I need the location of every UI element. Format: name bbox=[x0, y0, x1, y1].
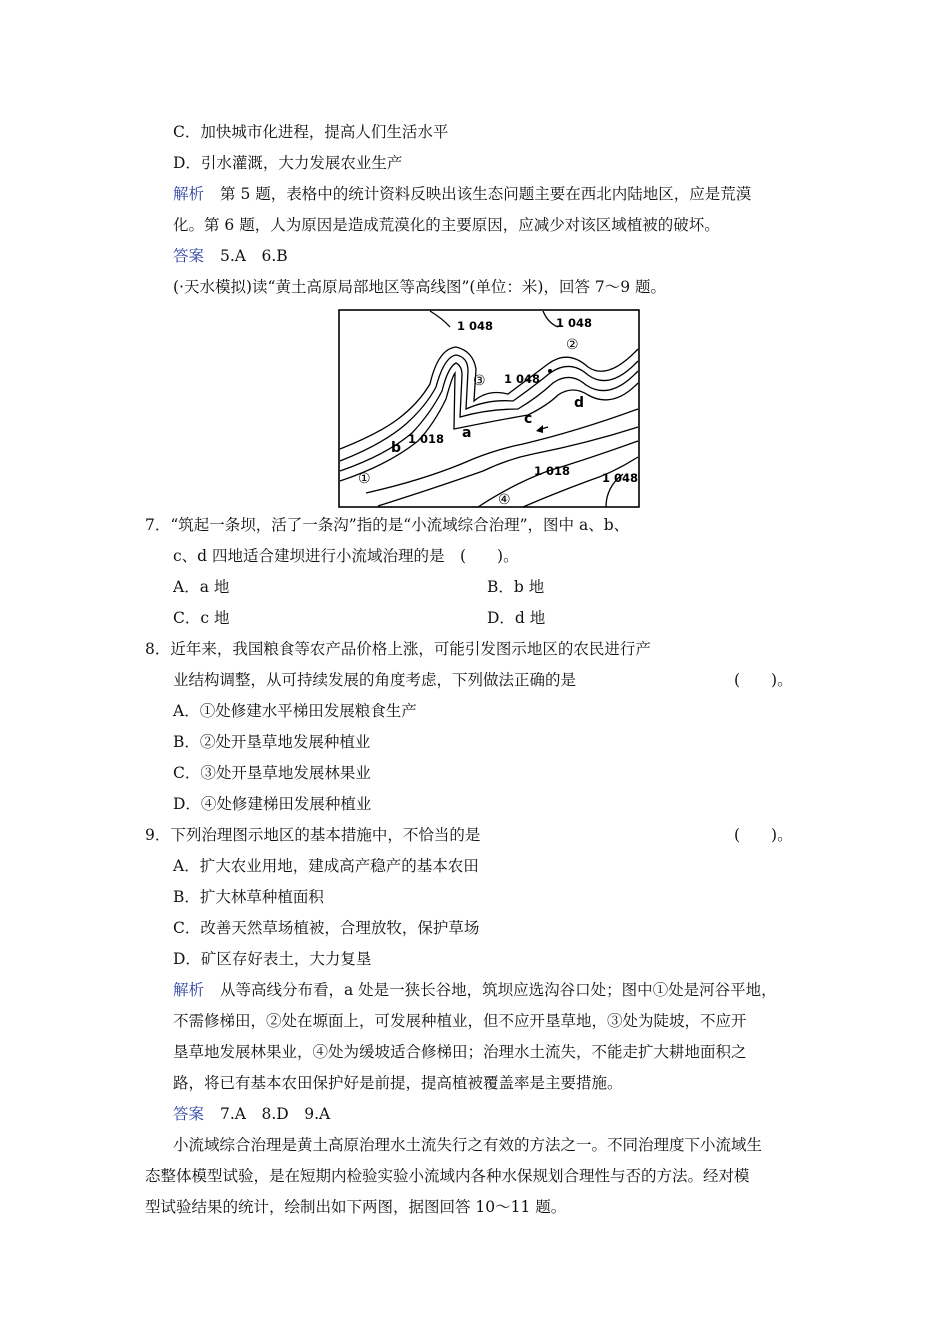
analysis-2-line-1 bbox=[173, 979, 777, 1001]
q7-line-1: 7．“筑起一条坝，活了一条沟”指的是“小流域综合治理”，图中 a、b、 bbox=[145, 516, 630, 534]
q7-option-a: A．a 地 bbox=[173, 578, 230, 596]
answer-2 bbox=[173, 1103, 330, 1125]
label-1048-a: 1 048 bbox=[457, 319, 494, 333]
q8-line-1: 8．近年来，我国粮食等农产品价格上涨，可能引发图示地区的农民进行产 bbox=[145, 640, 651, 658]
label-circle-1: ① bbox=[358, 471, 371, 487]
q7-option-b: B．b 地 bbox=[487, 578, 545, 596]
option-c-prev: C．加快城市化进程，提高人们生活水平 bbox=[173, 123, 449, 141]
label-1048-d: 1 048 bbox=[602, 471, 639, 485]
analysis-tag: 解析 bbox=[173, 981, 205, 999]
label-circle-3: ③ bbox=[473, 373, 486, 389]
q8-option-d: D．④处修建梯田发展种植业 bbox=[173, 795, 372, 813]
q8-option-b: B．②处开垦草地发展种植业 bbox=[173, 733, 371, 751]
para-line-1: 小流域综合治理是黄土高原治理水土流失行之有效的方法之一。不同治理度下小流域生 bbox=[173, 1136, 763, 1154]
label-1048-c: 1 048 bbox=[504, 372, 541, 386]
intro-line: (·天水模拟)读“黄土高原局部地区等高线图”(单位：米)，回答 7～9 题。 bbox=[173, 278, 667, 296]
label-1048-b: 1 048 bbox=[556, 316, 593, 330]
q9-option-c: C．改善天然草场植被，合理放牧，保护草场 bbox=[173, 919, 480, 937]
analysis-2-line-4: 路，将已有基本农田保护好是前提，提高植被覆盖率是主要措施。 bbox=[173, 1074, 623, 1092]
q9-option-d: D．矿区存好表土，大力复垦 bbox=[173, 950, 372, 968]
label-c: c bbox=[524, 411, 533, 427]
option-d-prev: D．引水灌溉，大力发展农业生产 bbox=[173, 154, 403, 172]
q9-option-a: A．扩大农业用地，建成高产稳产的基本农田 bbox=[173, 857, 479, 875]
q7-answer-paren: ( )。 bbox=[460, 547, 519, 565]
contour-map bbox=[338, 309, 640, 508]
answer-tag: 答案 bbox=[173, 247, 205, 265]
answer-tag: 答案 bbox=[173, 1105, 205, 1123]
analysis-1-line-2: 化。第 6 题，人为原因是造成荒漠化的主要原因，应减少对该区域植被的破坏。 bbox=[173, 216, 720, 234]
q9-option-b: B．扩大林草种植面积 bbox=[173, 888, 324, 906]
label-d: d bbox=[574, 395, 585, 411]
q8-option-c: C．③处开垦草地发展林果业 bbox=[173, 764, 371, 782]
q8-answer-paren: ( )。 bbox=[734, 671, 793, 689]
q8-option-a: A．①处修建水平梯田发展粮食生产 bbox=[173, 702, 417, 720]
map-frame bbox=[339, 310, 639, 507]
label-a: a bbox=[462, 425, 472, 441]
label-1018-a: 1 018 bbox=[408, 432, 445, 446]
label-1018-b: 1 018 bbox=[534, 464, 571, 478]
answer-1 bbox=[173, 245, 288, 267]
analysis-2-line-3: 垦草地发展林果业，④处为缓坡适合修梯田；治理水土流失，不能走扩大耕地面积之 bbox=[173, 1043, 747, 1061]
analysis-text: 从等高线分布看，a 处是一狭长谷地，筑坝应选沟谷口处；图中①处是河谷平地， bbox=[220, 981, 777, 999]
answer-text: 7.A 8.D 9.A bbox=[220, 1105, 331, 1123]
para-line-2: 态整体模型试验，是在短期内检验实验小流域内各种水保规划合理性与否的方法。经对模 bbox=[145, 1167, 750, 1185]
q7-option-d: D．d 地 bbox=[487, 609, 546, 627]
q9-line-1: 9．下列治理图示地区的基本措施中，不恰当的是 bbox=[145, 826, 481, 844]
q9-answer-paren: ( )。 bbox=[734, 826, 793, 844]
para-line-3: 型试验结果的统计，绘制出如下两图，据图回答 10～11 题。 bbox=[145, 1198, 567, 1216]
analysis-tag: 解析 bbox=[173, 185, 205, 203]
point-marker bbox=[548, 369, 552, 373]
q8-line-2: 业结构调整，从可持续发展的角度考虑，下列做法正确的是 bbox=[173, 671, 577, 689]
analysis-2-line-2: 不需修梯田，②处在塬面上，可发展种植业，但不应开垦草地，③处为陡坡，不应开 bbox=[173, 1012, 747, 1030]
analysis-1-line-1 bbox=[173, 183, 751, 205]
q7-line-2: c、d 四地适合建坝进行小流域治理的是 bbox=[173, 547, 445, 565]
label-circle-2: ② bbox=[566, 337, 579, 353]
label-b: b bbox=[391, 440, 402, 456]
analysis-text: 第 5 题，表格中的统计资料反映出该生态问题主要在西北内陆地区，应是荒漠 bbox=[220, 185, 752, 203]
q7-option-c: C．c 地 bbox=[173, 609, 230, 627]
label-circle-4: ④ bbox=[498, 492, 511, 508]
answer-text: 5.A 6.B bbox=[220, 247, 288, 265]
